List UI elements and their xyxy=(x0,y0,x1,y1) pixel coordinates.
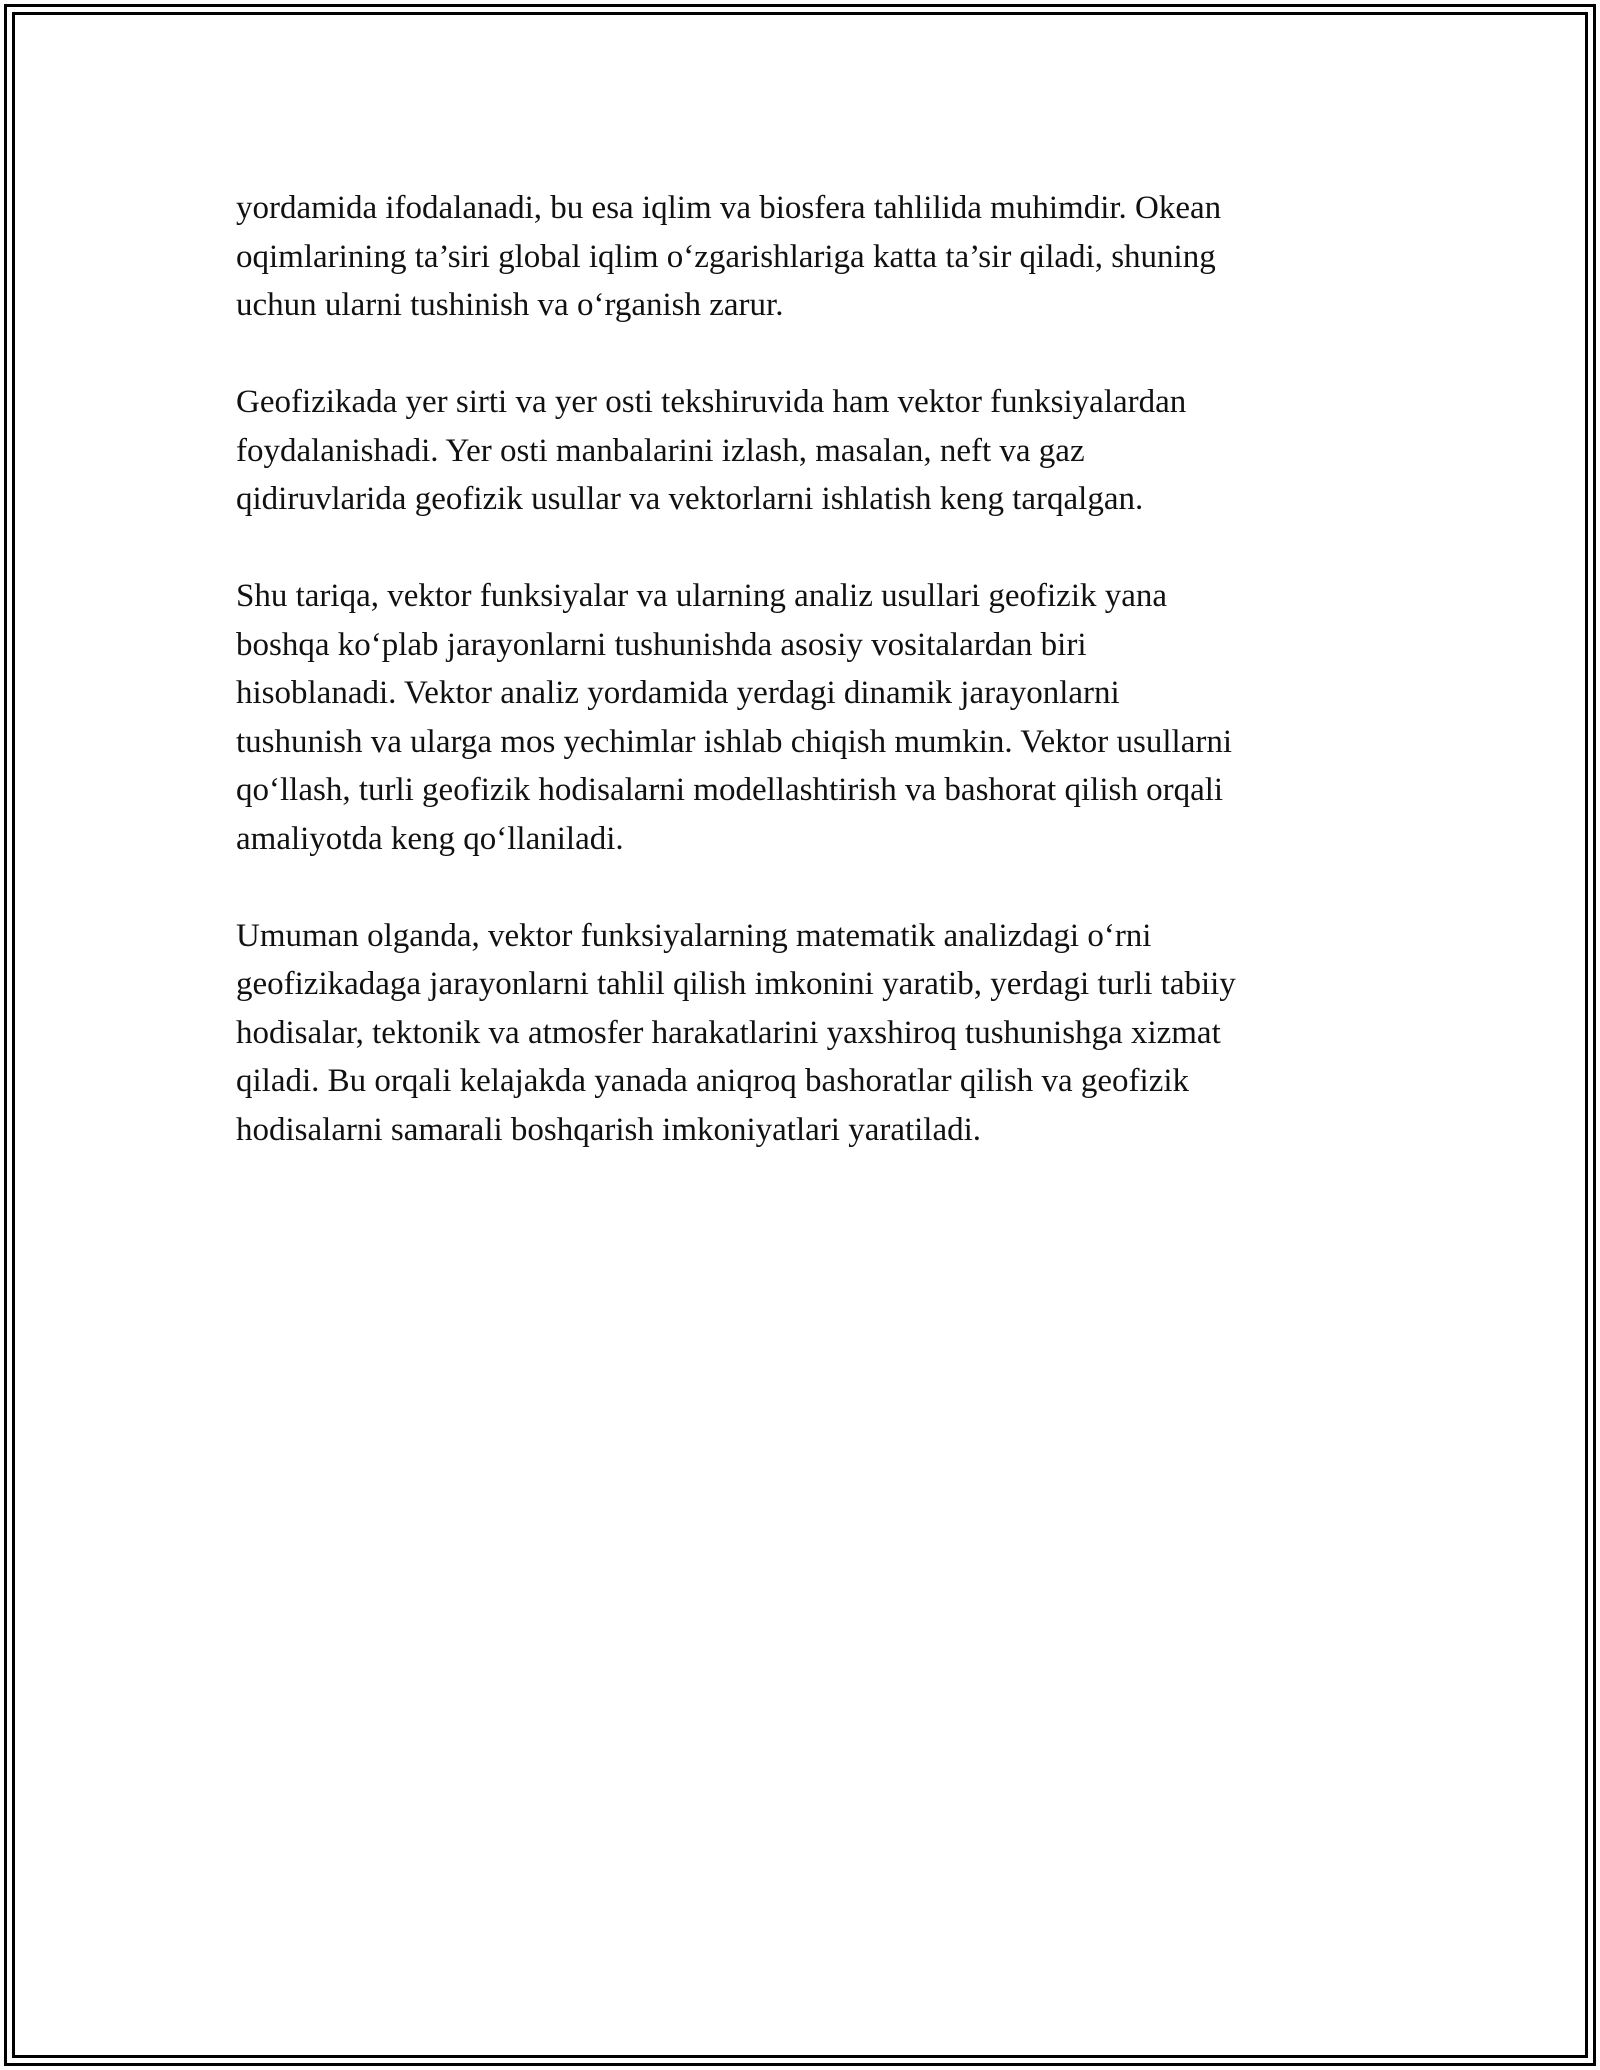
text-line: amaliyotda keng qo‘llaniladi. xyxy=(236,820,624,857)
text-line: hisoblanadi. Vektor analiz yordamida yerdagi dinamik jarayonlarni xyxy=(236,675,1120,711)
text-line: oqimlarining ta’siri global iqlim o‘zgarishlariga katta ta’sir qiladi, shuning xyxy=(236,238,1216,275)
text-line: Geofizikada yer sirti va yer osti tekshiruvida ham vektor funksiyalardan xyxy=(236,384,1187,420)
text-line: qidiruvlarida geofizik usullar va vektorlarni ishlatish keng tarqalgan. xyxy=(236,481,1144,517)
text-line: qiladi. Bu orqali kelajakda yanada aniqroq bashoratlar qilish va geofizik xyxy=(236,1063,1190,1099)
paragraph-2 xyxy=(236,378,1376,524)
text-line: foydalanishadi. Yer osti manbalarini izlash, masalan, neft va gaz xyxy=(236,432,1085,469)
text-line: hodisalarni samarali boshqarish imkoniyatlari yaratiladi. xyxy=(236,1111,982,1148)
paragraph-3 xyxy=(236,572,1376,863)
text-line: boshqa ko‘plab jarayonlarni tushunishda asosiy vositalardan biri xyxy=(236,626,1087,663)
text-line: yordamida ifodalanadi, bu esa iqlim va biosfera tahlilida muhimdir. Okean xyxy=(236,190,1222,226)
document-body xyxy=(236,184,1376,1203)
text-line: Umuman olganda, vektor funksiyalarning matematik analizdagi o‘rni xyxy=(236,917,1152,954)
text-line: hodisalar, tektonik va atmosfer harakatlarini yaxshiroq tushunishga xizmat xyxy=(236,1014,1221,1051)
text-line: qo‘llash, turli geofizik hodisalarni modellashtirish va bashorat qilish orqali xyxy=(236,772,1224,808)
text-line: geofizikadaga jarayonlarni tahlil qilish imkonini yaratib, yerdagi turli tabiiy xyxy=(236,966,1236,1002)
paragraph-4 xyxy=(236,912,1376,1155)
text-line: uchun ularni tushinish va o‘rganish zarur. xyxy=(236,287,784,323)
text-line: tushunish va ularga mos yechimlar ishlab chiqish mumkin. Vektor usullarni xyxy=(236,723,1232,760)
paragraph-1 xyxy=(236,184,1376,330)
text-line: Shu tariqa, vektor funksiyalar va ularning analiz usullari geofizik yana xyxy=(236,578,1168,614)
